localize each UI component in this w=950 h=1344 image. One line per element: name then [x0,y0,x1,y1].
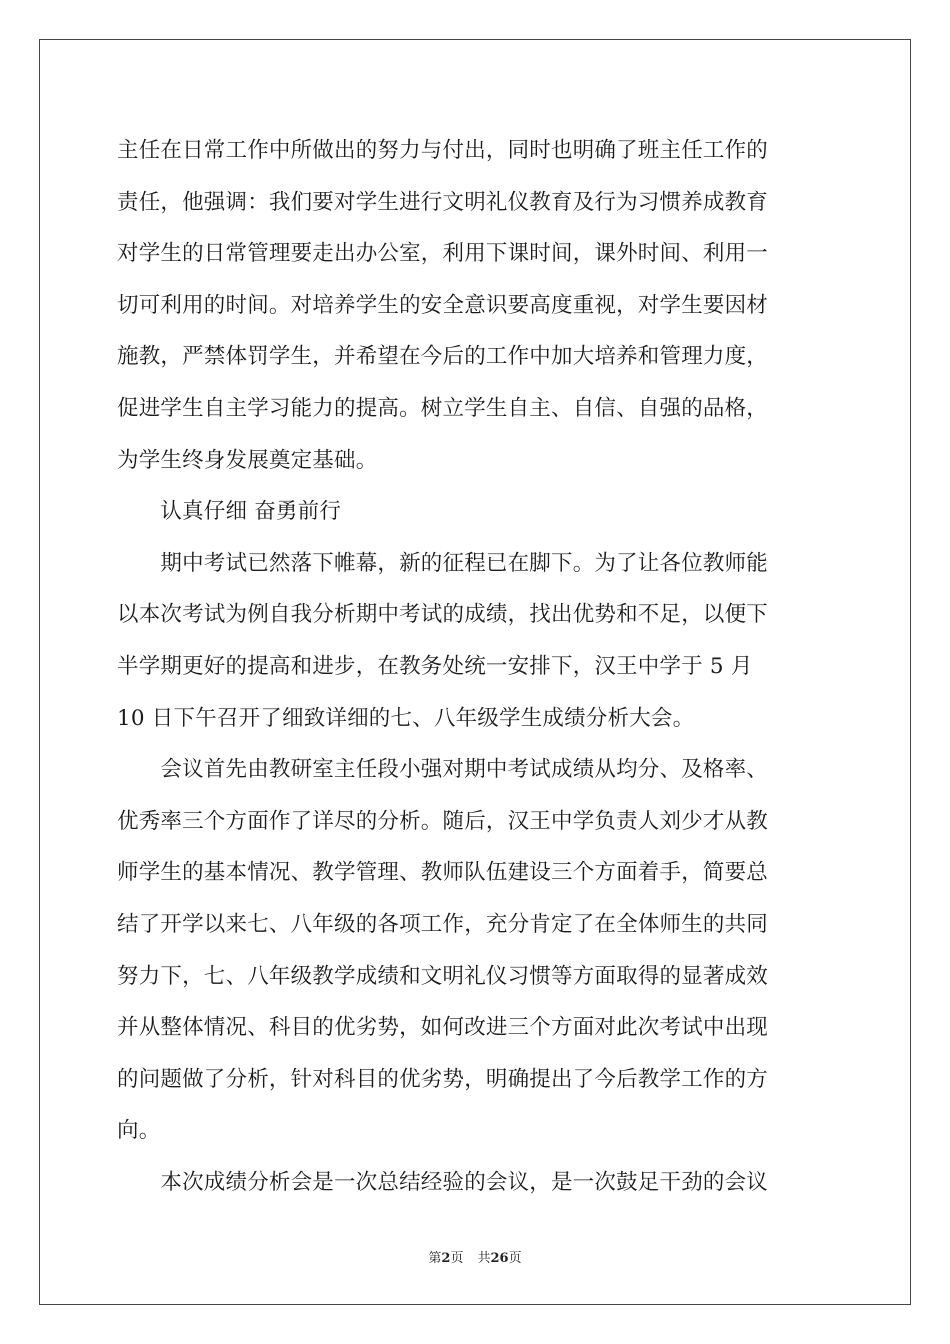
page-prefix: 第 [428,1251,442,1266]
page-number: 2 [441,1251,451,1266]
text-line: 对学生的日常管理要走出办公室，利用下课时间，课外时间、利用一 [117,241,769,267]
text-line: 切可利用的时间。对培养学生的安全意识要高度重视，对学生要因材 [117,292,769,318]
total-prefix: 共 [477,1251,491,1266]
text-line: 施教，严禁体罚学生，并希望在今后的工作中加大培养和管理力度， [117,344,769,370]
page-footer [0,1247,950,1266]
text-line: 并从整体情况、科目的优劣势，如何改进三个方面对此次考试中出现 [117,1015,769,1041]
text-line: 主任在日常工作中所做出的努力与付出，同时也明确了班主任工作的 [117,138,769,163]
text-line: 会议首先由教研室主任段小强对期中考试成绩从均分、及格率、 [117,757,769,783]
text-line: 责任，他强调：我们要对学生进行文明礼仪教育及行为习惯养成教育 [117,189,769,215]
text-line: 10 日下午召开了细致详细的七、八年级学生成绩分析大会。 [117,705,695,731]
text-line: 的问题做了分析，针对科目的优劣势，明确提出了今后教学工作的方 [117,1066,769,1092]
text-line: 向。 [117,1118,161,1144]
text-line: 本次成绩分析会是一次总结经验的会议，是一次鼓足干劲的会议 [117,1169,769,1195]
text-line: 师学生的基本情况、教学管理、教师队伍建设三个方面着手，简要总 [117,860,769,886]
document-body [117,125,835,1208]
text-line: 结了开学以来七、八年级的各项工作，充分肯定了在全体师生的共同 [117,911,769,937]
total-pages: 26 [490,1251,509,1266]
total-suffix: 页 [508,1251,522,1266]
text-line: 期中考试已然落下帷幕，新的征程已在脚下。为了让各位教师能 [117,550,769,576]
text-line: 为学生终身发展奠定基础。 [117,447,378,473]
text-line: 努力下，七、八年级教学成绩和文明礼仪习惯等方面取得的显著成效 [117,963,769,989]
text-line: 以本次考试为例自我分析期中考试的成绩，找出优势和不足，以便下 [117,602,769,628]
text-line: 半学期更好的提高和进步，在教务处统一安排下，汉王中学于 5 月 [117,653,753,679]
page-suffix: 页 [450,1251,464,1266]
section-heading: 认真仔细 奋勇前行 [117,499,342,525]
text-line: 促进学生自主学习能力的提高。树立学生自主、自信、自强的品格， [117,395,769,421]
text-line: 优秀率三个方面作了详尽的分析。随后，汉王中学负责人刘少才从教 [117,808,769,834]
